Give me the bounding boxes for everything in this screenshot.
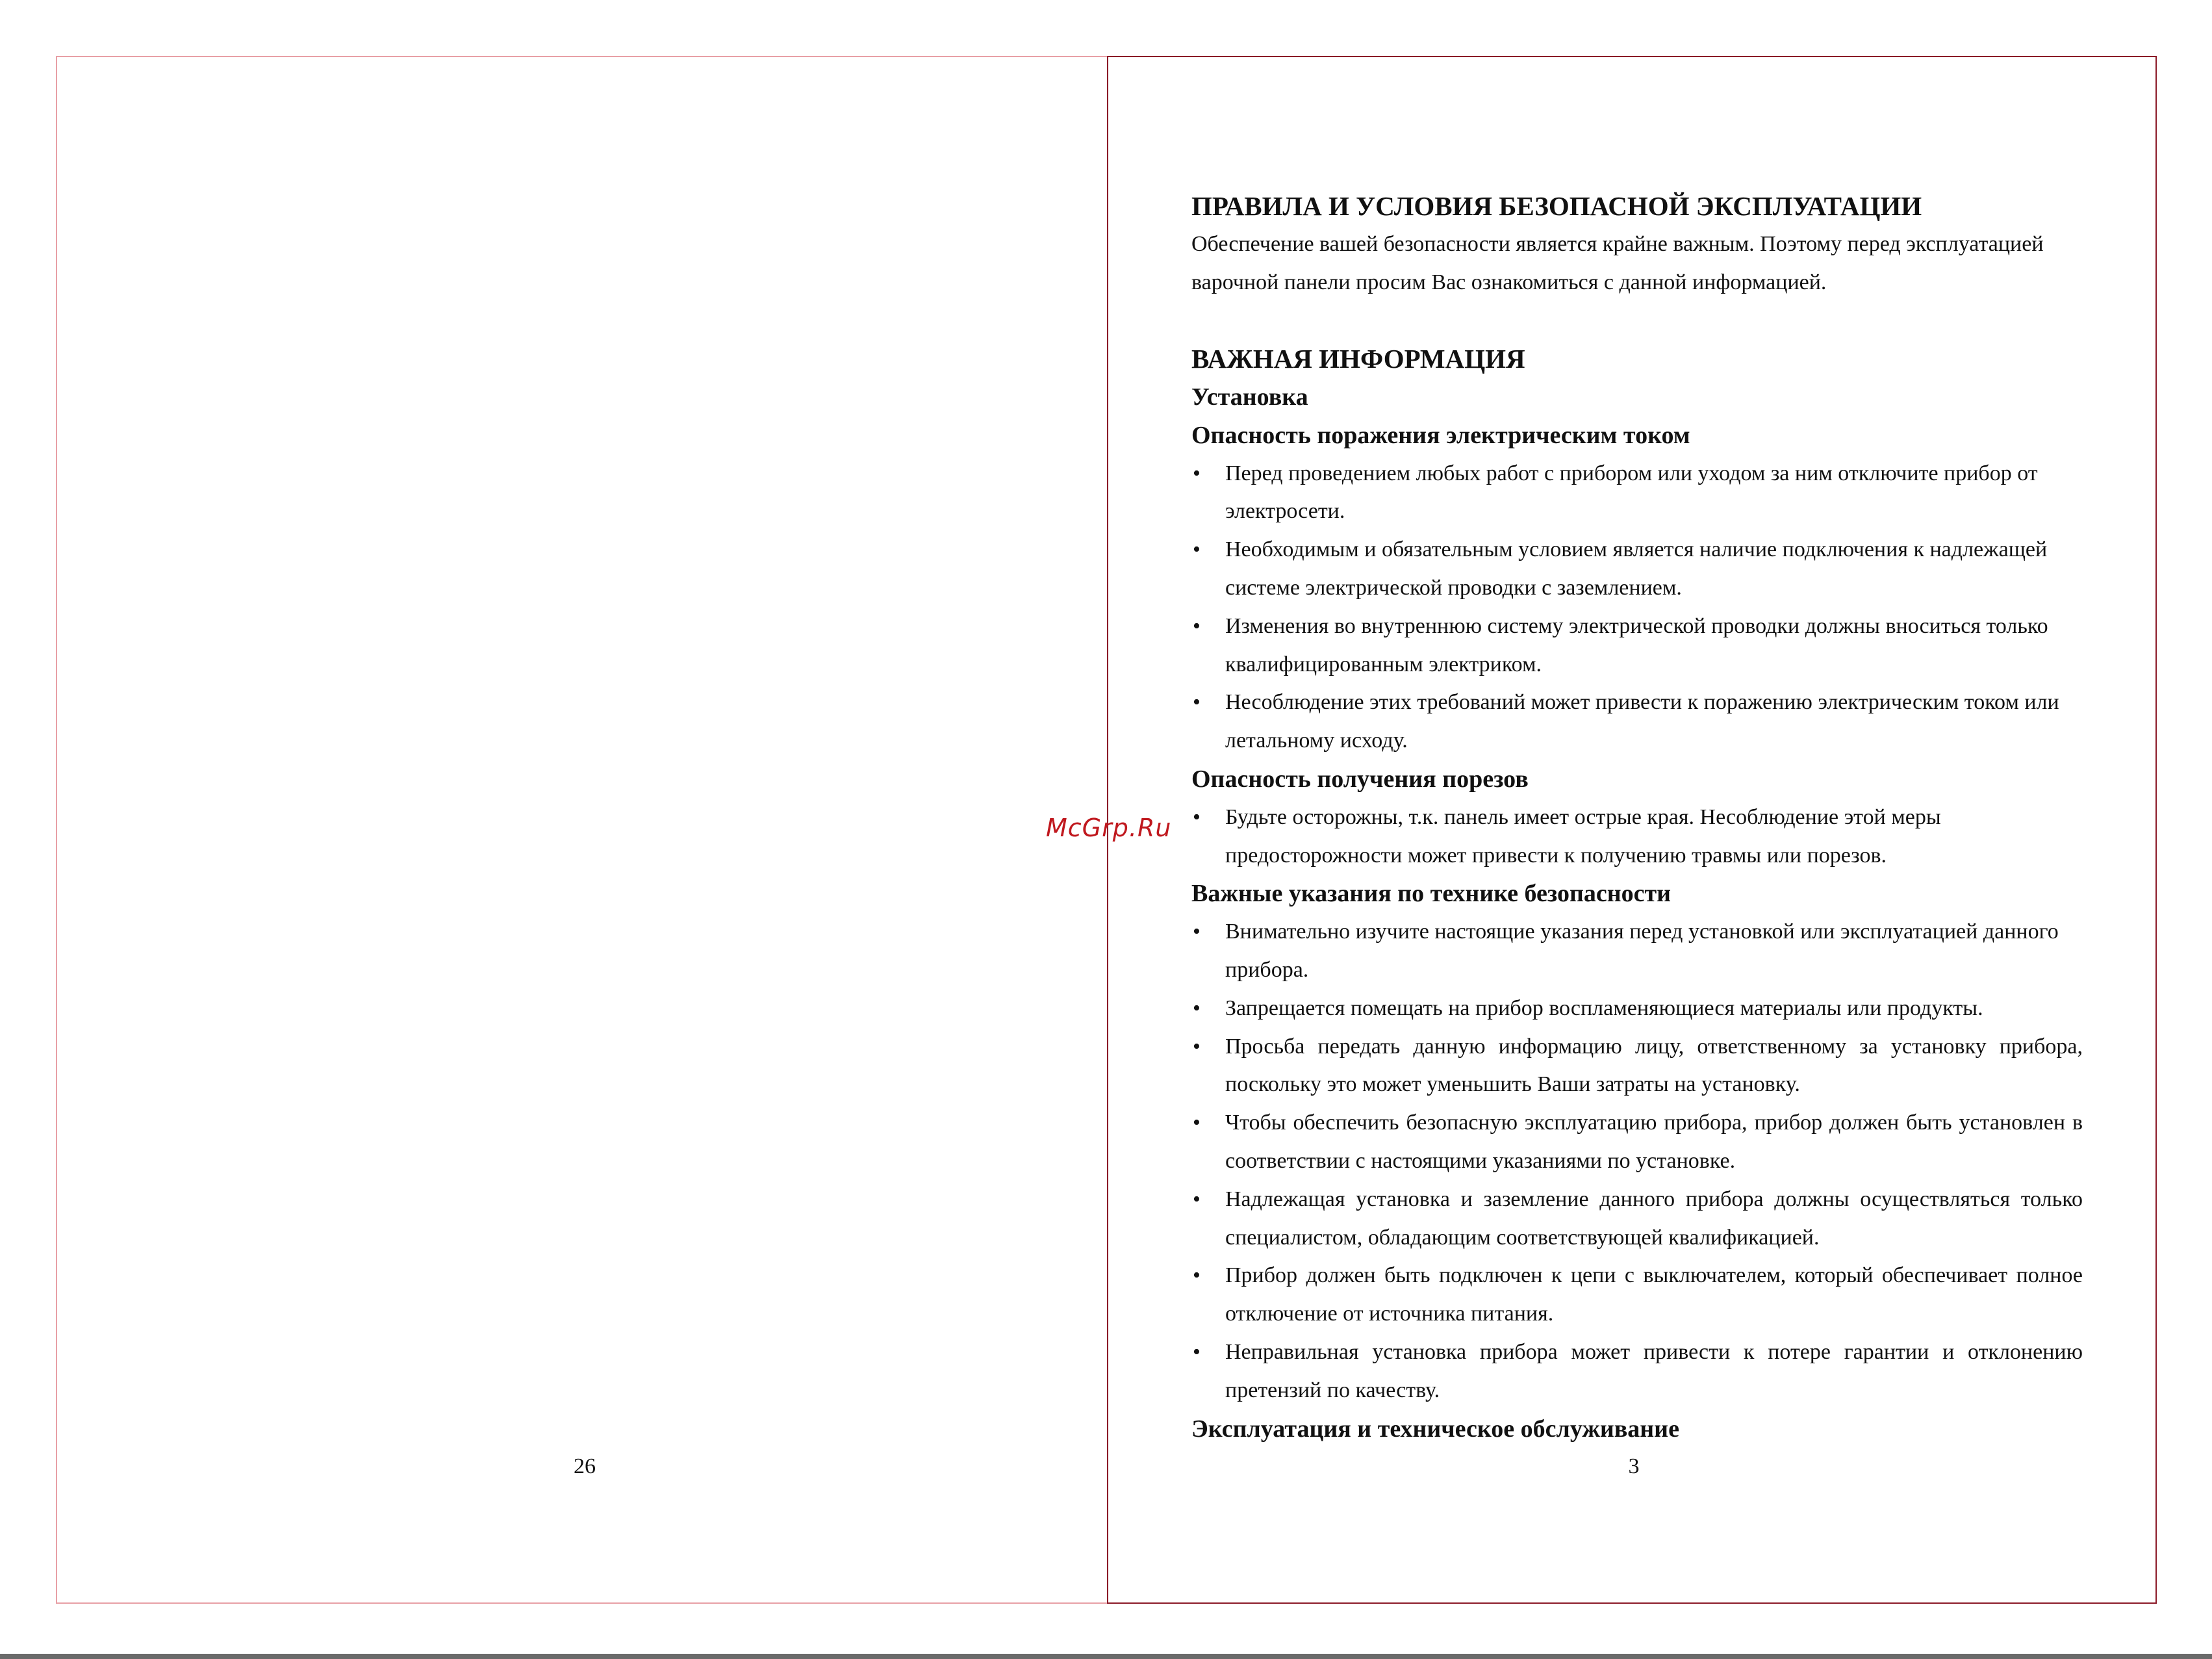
shock-hazard-heading: Опасность поражения электрическим током — [1191, 421, 1690, 449]
list-item: • Чтобы обеспечить безопасную эксплуатацию прибора, прибор должен быть установлен в соответствии с настоящими указаниями по установке. — [1191, 1104, 2083, 1181]
list-item: • Изменения во внутреннюю систему электрической проводки должны вноситься только квалифицированным электриком. — [1191, 608, 2083, 684]
page-title: ПРАВИЛА И УСЛОВИЯ БЕЗОПАСНОЙ ЭКСПЛУАТАЦИИ — [1191, 191, 1922, 221]
list-item: • Неправильная установка прибора может привести к потере гарантии и отклонению претензий по качеству. — [1191, 1333, 2083, 1410]
bottom-edge-bar — [0, 1654, 2212, 1659]
list-item: • Несоблюдение этих требований может привести к поражению электрическим током или летальному исходу. — [1191, 684, 2083, 760]
list-item: • Прибор должен быть подключен к цепи с выключателем, который обеспечивает полное отключение от источника питания. — [1191, 1257, 2083, 1333]
right-page-number: 3 — [1628, 1454, 1640, 1478]
cuts-hazard-heading: Опасность получения порезов — [1191, 765, 1529, 793]
cuts-hazard-list — [1191, 799, 2083, 875]
operation-maintenance-heading: Эксплуатация и техническое обслуживание — [1191, 1415, 1679, 1443]
intro-paragraph: Обеспечение вашей безопасности является крайне важным. Поэтому перед эксплуатацией варочной панели просим Вас ознакомиться с данной информацией. — [1191, 231, 2044, 294]
right-page-content — [1191, 187, 2083, 1448]
list-item: • Перед проведением любых работ с прибором или уходом за ним отключите прибор от электросети. — [1191, 455, 2083, 532]
list-item: • Будьте осторожны, т.к. панель имеет острые края. Несоблюдение этой меры предосторожности может привести к получению травмы или порезов. — [1191, 799, 2083, 875]
list-item: • Надлежащая установка и заземление данного прибора должны осуществляться только специалистом, обладающим соответствующей квалификацией. — [1191, 1181, 2083, 1257]
safety-instructions-list — [1191, 913, 2083, 1409]
left-page — [56, 56, 1107, 1604]
shock-hazard-list — [1191, 455, 2083, 760]
left-page-number: 26 — [574, 1454, 596, 1478]
list-item: • Запрещается помещать на прибор воспламеняющиеся материалы или продукты. — [1191, 990, 2083, 1028]
safety-instructions-heading: Важные указания по технике безопасности — [1191, 880, 1672, 908]
list-item: • Внимательно изучите настоящие указания перед установкой или эксплуатацией данного прибора. — [1191, 913, 2083, 990]
list-item: • Необходимым и обязательным условием является наличие подключения к надлежащей системе электрической проводки с заземлением. — [1191, 531, 2083, 608]
list-item: • Просьба передать данную информацию лицу, ответственному за установку прибора, поскольку это может уменьшить Ваши затраты на установку. — [1191, 1028, 2083, 1105]
installation-heading: Установка — [1191, 383, 1308, 411]
important-info-heading: ВАЖНАЯ ИНФОРМАЦИЯ — [1191, 344, 1525, 374]
watermark: McGrp.Ru — [1046, 814, 1172, 842]
